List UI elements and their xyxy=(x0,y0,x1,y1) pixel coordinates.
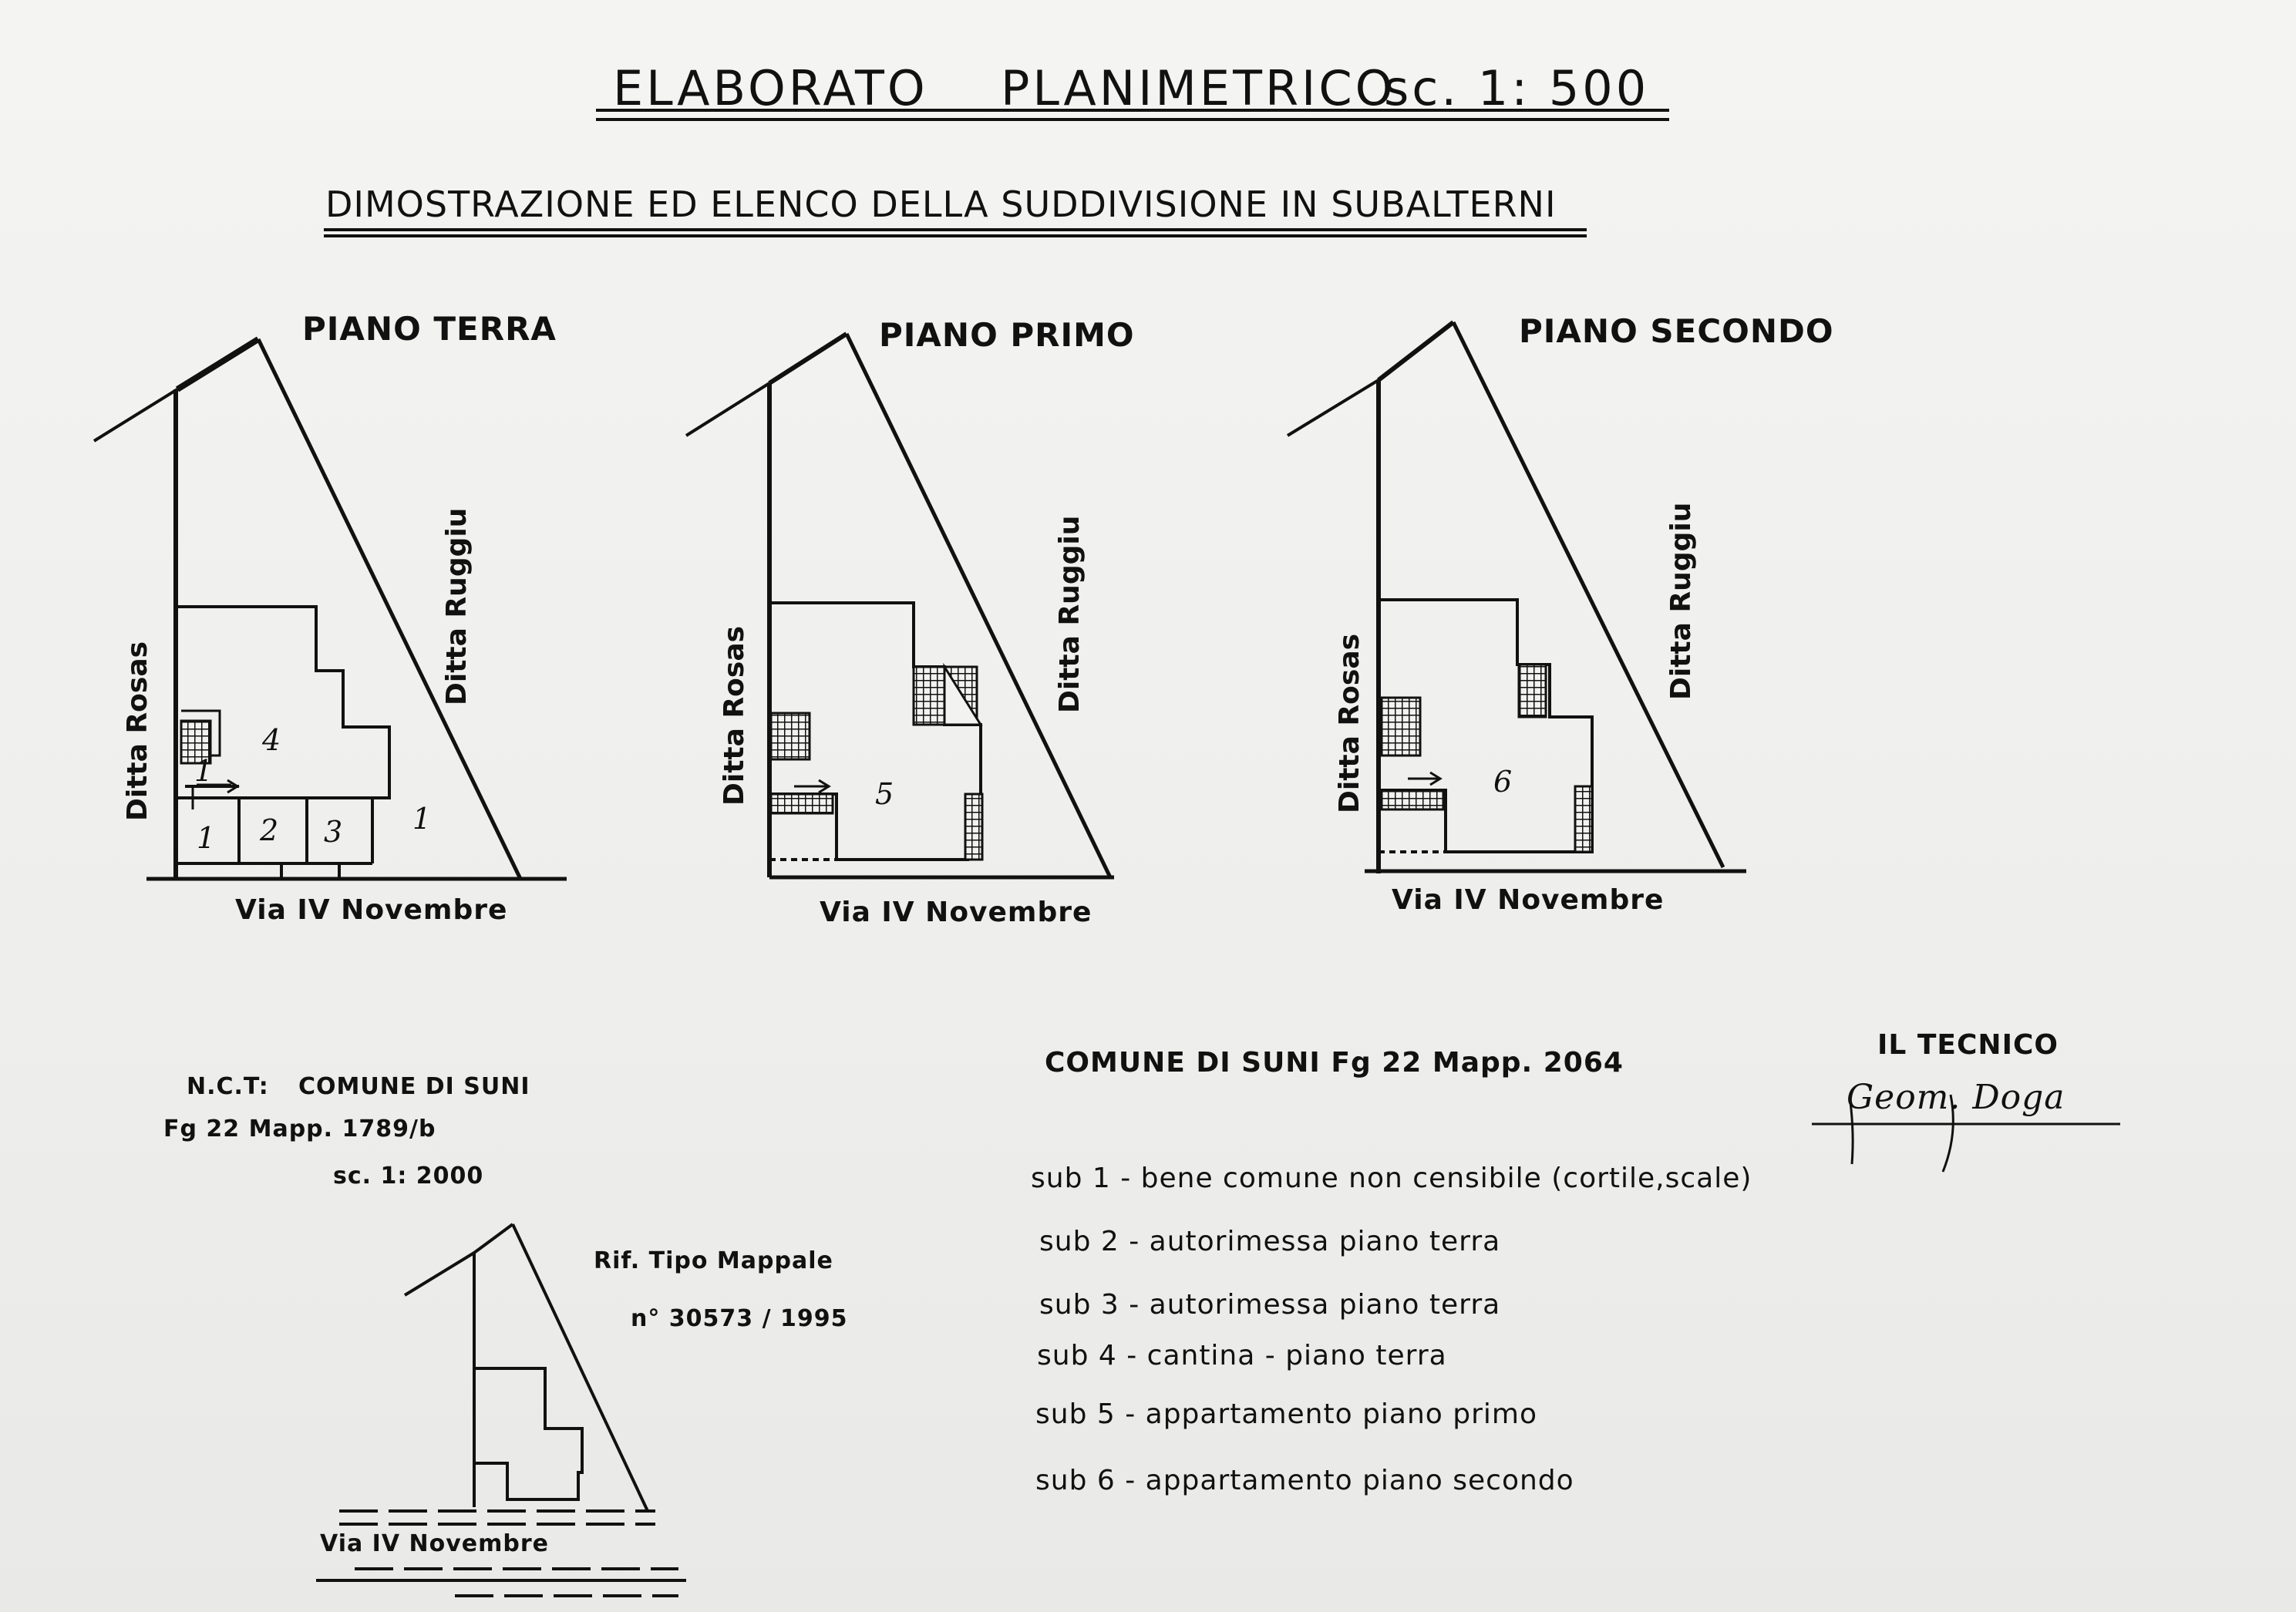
nct-foglio: Fg 22 Mapp. 1789/b xyxy=(163,1116,436,1143)
tecnico-signature: Geom. Doga xyxy=(1847,1078,2065,1117)
sub-item-3: sub 3 - autorimessa piano terra xyxy=(1039,1289,1501,1321)
stair-hatch-secondo xyxy=(1382,698,1420,756)
label-ditta-rosas-terra: Ditta Rosas xyxy=(122,641,153,821)
tecnico-label: IL TECNICO xyxy=(1877,1029,2059,1061)
floor-title-terra: PIANO TERRA xyxy=(302,310,557,348)
nct-label: N.C.T: xyxy=(187,1073,269,1100)
street-primo: Via IV Novembre xyxy=(820,897,1092,928)
plan-piano-primo xyxy=(686,334,1114,877)
room-terra-4: 4 xyxy=(262,723,282,757)
nct-comune: COMUNE DI SUNI xyxy=(298,1073,530,1100)
room-terra-3: 3 xyxy=(324,815,344,849)
sub-item-1: sub 1 - bene comune non censibile (cortile,scale) xyxy=(1031,1163,1752,1194)
hatch-secondo-1 xyxy=(1519,665,1546,717)
room-primo-5: 5 xyxy=(875,777,895,811)
label-ditta-ruggiu-terra: Ditta Ruggiu xyxy=(441,507,473,705)
label-ditta-rosas-secondo: Ditta Rosas xyxy=(1334,633,1365,813)
room-terra-2: 2 xyxy=(260,813,280,847)
floor-title-primo: PIANO PRIMO xyxy=(879,316,1135,354)
hatch-secondo-2 xyxy=(1382,790,1443,809)
room-secondo-6: 6 xyxy=(1493,765,1513,799)
floor-title-secondo: PIANO SECONDO xyxy=(1519,312,1834,350)
sub-item-6: sub 6 - appartamento piano secondo xyxy=(1035,1465,1574,1496)
title-planimetrico: PLANIMETRICO xyxy=(1001,60,1396,116)
title-elaborato: ELABORATO xyxy=(613,60,928,116)
title-scale: sc. 1: 500 xyxy=(1384,60,1650,116)
sub-item-2: sub 2 - autorimessa piano terra xyxy=(1039,1226,1501,1257)
nct-street: Via IV Novembre xyxy=(320,1530,549,1557)
label-ditta-ruggiu-secondo: Ditta Ruggiu xyxy=(1665,502,1697,700)
sub-item-4: sub 4 - cantina - piano terra xyxy=(1037,1340,1447,1371)
hatch-secondo-3 xyxy=(1575,786,1592,852)
stair-hatch-primo xyxy=(771,713,810,759)
label-ditta-rosas-primo: Ditta Rosas xyxy=(719,625,750,806)
comune-header: COMUNE DI SUNI Fg 22 Mapp. 2064 xyxy=(1045,1047,1624,1079)
plan-piano-terra xyxy=(94,339,567,879)
nct-scale: sc. 1: 2000 xyxy=(333,1163,484,1190)
street-terra: Via IV Novembre xyxy=(235,894,508,926)
rif-line2: n° 30573 / 1995 xyxy=(631,1305,848,1332)
label-ditta-ruggiu-primo: Ditta Ruggiu xyxy=(1054,515,1086,713)
hatch-primo-2 xyxy=(771,794,833,813)
hatch-primo-3 xyxy=(965,794,982,860)
rif-line1: Rif. Tipo Mappale xyxy=(594,1247,833,1274)
sub-item-5: sub 5 - appartamento piano primo xyxy=(1035,1398,1538,1430)
room-terra-1c: 1 xyxy=(412,802,433,836)
room-terra-1b: 1 xyxy=(197,821,217,855)
room-terra-1a: 1 xyxy=(194,754,214,788)
street-secondo: Via IV Novembre xyxy=(1392,884,1665,916)
subtitle: DIMOSTRAZIONE ED ELENCO DELLA SUDDIVISIONE IN SUBALTERNI xyxy=(325,183,1557,225)
